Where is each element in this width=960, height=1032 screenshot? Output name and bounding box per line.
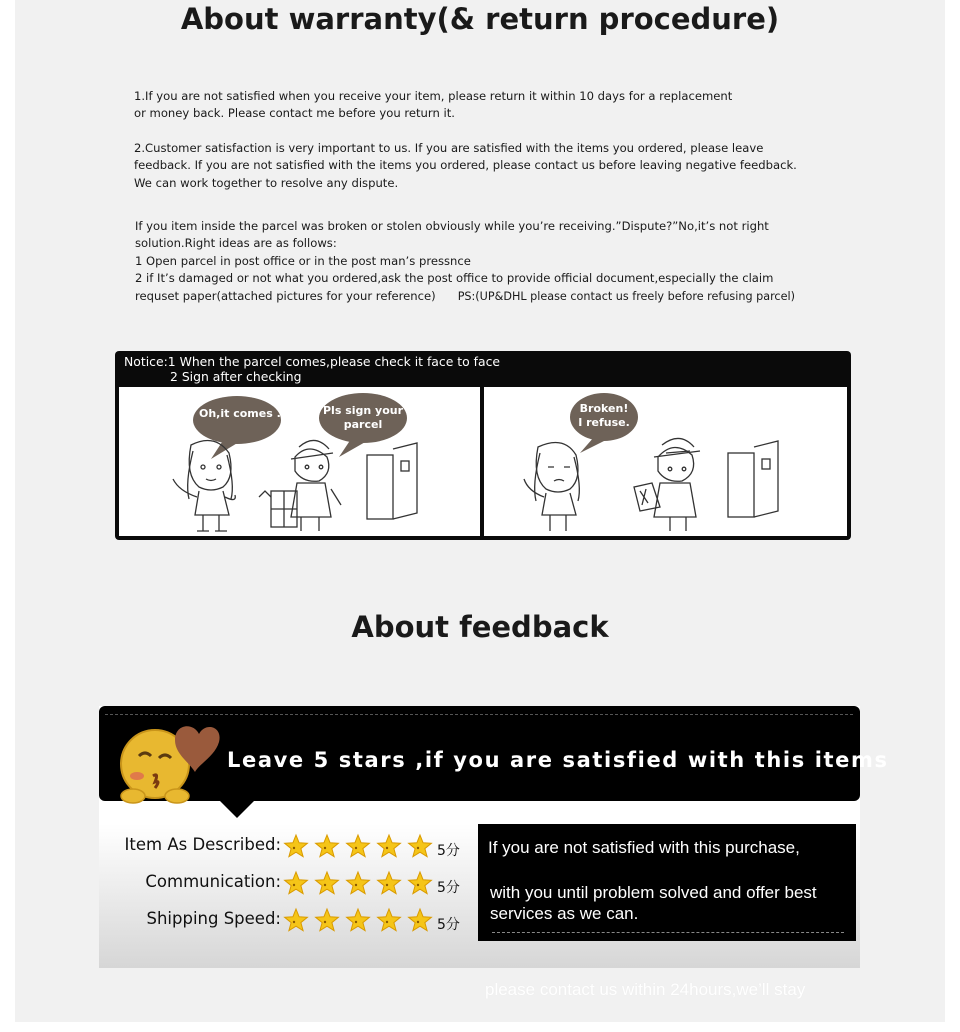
warranty-paragraph-2: [134, 140, 797, 192]
star-icon: [285, 835, 308, 857]
star-icon: [409, 835, 432, 857]
star-icon: [347, 872, 370, 894]
bubble-right-text: [323, 404, 403, 432]
text-line: feedback. If you are not satisfied with the items you ordered, please contact us before leaving negative feedback.: [134, 158, 797, 173]
star-rating: [283, 869, 438, 904]
star-rating: [283, 906, 438, 941]
page: [15, 0, 945, 1022]
star-face-icon: [293, 921, 295, 923]
bubble-line: parcel: [343, 418, 383, 431]
star-face-icon: [386, 847, 388, 849]
contact-info-box: [478, 824, 856, 941]
stars-svg: [283, 832, 438, 862]
info-line-2: with you until problem solved and offer best services as we can.: [490, 883, 817, 923]
star-face-icon: [293, 884, 295, 886]
star-icon: [378, 835, 401, 857]
bubble-refuse-text: [576, 402, 632, 430]
star-face-icon: [386, 921, 388, 923]
stars-svg: [283, 869, 438, 899]
text-line: 2 if It’s damaged or not what you ordered,ask the post office to provide official document,especially the claim: [135, 271, 774, 286]
rating-score: 5分: [437, 917, 460, 933]
star-face-icon: [324, 847, 326, 849]
star-icon: [316, 872, 339, 894]
warranty-title: About warranty(& return procedure): [180, 2, 780, 36]
text-line: 1 Open parcel in post office or in the post man’s pressnce: [135, 253, 471, 268]
star-icon: [378, 872, 401, 894]
ps-note: PS:(UP&DHL please contact us freely before refusing parcel): [457, 289, 795, 303]
bubble-line: Pls sign your: [323, 404, 404, 417]
kiss-emoji-icon: [103, 710, 223, 806]
notice-text: [124, 354, 500, 384]
text-line: or money back. Please contact me before you return it.: [134, 106, 455, 121]
text-line: We can work together to resolve any dispute.: [134, 175, 399, 190]
star-icon: [285, 909, 308, 931]
notice-box: [115, 351, 851, 540]
rating-item-described: [99, 832, 483, 862]
text-line: solution.Right ideas are as follows:: [135, 236, 337, 251]
star-face-icon: [355, 847, 357, 849]
divider: [492, 932, 844, 933]
star-face-icon: [293, 847, 295, 849]
rating-communication: [99, 869, 483, 899]
star-face-icon: [417, 884, 419, 886]
cartoon-drawing-accept: [119, 387, 480, 536]
star-icon: [378, 909, 401, 931]
rating-label: Item As Described:: [124, 835, 281, 854]
bubble-line: I refuse.: [578, 416, 630, 429]
star-icon: [347, 835, 370, 857]
text-line: 1.If you are not satisfied when you receive your item, please return it within 10 days for a replacement: [134, 89, 733, 103]
stars-svg: [283, 906, 438, 936]
star-rating: [283, 832, 438, 867]
star-face-icon: [324, 921, 326, 923]
feedback-title: About feedback: [351, 610, 609, 644]
rating-label: Communication:: [145, 872, 281, 891]
illustration-accept: [119, 387, 480, 536]
rating-label: Shipping Speed:: [146, 909, 281, 928]
star-face-icon: [417, 847, 419, 849]
banner-tail: [219, 800, 255, 818]
warranty-paragraph-3: [135, 218, 795, 305]
star-face-icon: [386, 884, 388, 886]
rating-shipping-speed: [99, 906, 483, 936]
star-icon: [409, 872, 432, 894]
faded-contact-note: please contact us within 24hours,we’ll stay: [485, 980, 806, 999]
banner-text: Leave 5 stars ,if you are satisfied with this items: [227, 748, 889, 772]
star-face-icon: [417, 921, 419, 923]
bubble-line: Broken!: [579, 402, 629, 415]
notice-line-2: 2 Sign after checking: [170, 369, 302, 384]
star-face-icon: [355, 921, 357, 923]
bubble-left-text: Oh,it comes ...: [199, 407, 290, 420]
rating-score: 5分: [437, 843, 460, 859]
star-face-icon: [355, 884, 357, 886]
star-icon: [316, 909, 339, 931]
star-icon: [285, 872, 308, 894]
text-line: 2.Customer satisfaction is very important to us. If you are satisfied with the items you ordered, please leave: [134, 141, 764, 155]
star-face-icon: [324, 884, 326, 886]
text-fragment: requset paper(attached pictures for your reference): [135, 288, 436, 303]
rating-score: 5分: [437, 880, 460, 896]
cartoon-drawing-refuse: [484, 387, 847, 536]
star-icon: [409, 909, 432, 931]
star-icon: [347, 909, 370, 931]
star-icon: [316, 835, 339, 857]
illustration-refuse: [484, 387, 847, 536]
feedback-panel: [99, 706, 889, 968]
text-line: [135, 288, 795, 305]
warranty-paragraph-1: [134, 88, 732, 123]
info-line-1: If you are not satisfied with this purchase,: [488, 838, 800, 857]
text-line: If you item inside the parcel was broken or stolen obviously while you’re receiving.”Dispute?”No,it’s not right: [135, 219, 769, 233]
notice-line-1: Notice:1 When the parcel comes,please check it face to face: [124, 354, 501, 369]
